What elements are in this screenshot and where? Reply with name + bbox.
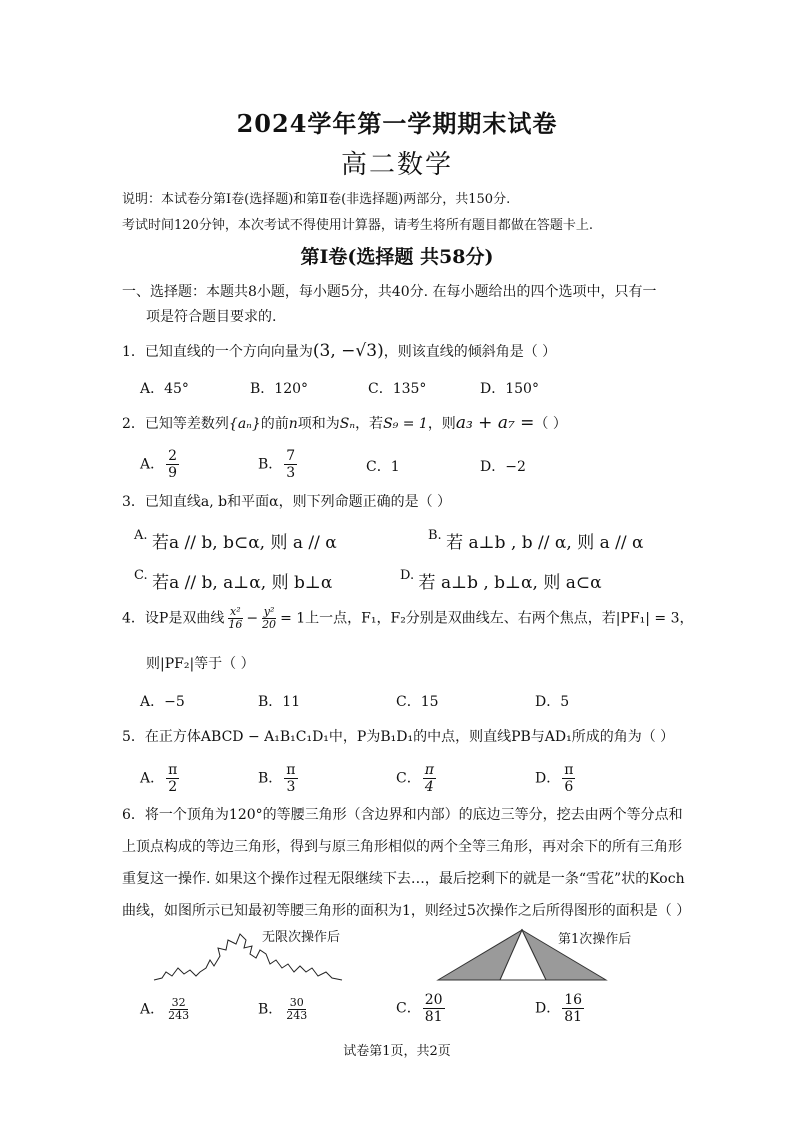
q6-b-label: B． [258, 1001, 283, 1018]
q6-a-den: 243 [168, 1009, 190, 1022]
q5-option-d[interactable] [535, 762, 577, 795]
q2-b-label: B． [258, 456, 283, 473]
q5-c-den: 4 [424, 779, 434, 795]
q5-a-num: π [168, 762, 178, 778]
q5-option-a[interactable] [140, 762, 181, 795]
q2-a-label: A． [140, 456, 165, 473]
q1-stem-end: ，则该直线的倾斜角是（ ） [383, 344, 557, 360]
question-6-line-2: 上顶点构成的等边三角形，得到与原三角形相似的两个全等三角形，再对余下的所有三角形 [122, 839, 682, 855]
figure-label-first: 第1次操作后 [558, 932, 632, 947]
q5-d-label: D． [535, 770, 561, 787]
q4-y-num: y² [263, 605, 275, 618]
q2-stem-mid: 的前 [260, 416, 289, 432]
q3-b-text: 若 a⊥b , b // α, 则 a // α [446, 533, 644, 553]
q2-option-d[interactable]: D．−2 [480, 459, 526, 475]
q3-option-a[interactable] [134, 528, 337, 553]
q1-option-d[interactable]: D．150° [480, 381, 539, 397]
q6-b-den: 243 [286, 1009, 308, 1022]
q4-option-c[interactable]: C．15 [396, 694, 439, 710]
q3-option-c[interactable] [134, 568, 332, 593]
q5-c-label: C． [396, 770, 421, 787]
question-1 [122, 341, 556, 361]
q5-d-den: 6 [564, 779, 574, 795]
q2-sum: Sₙ [339, 416, 356, 432]
q6-a-num: 32 [171, 996, 186, 1009]
section-heading: 第Ⅰ卷(选择题 共58分) [300, 246, 494, 268]
q4-stem: 4．设P是双曲线 [122, 610, 225, 627]
q1-option-c[interactable]: C．135° [368, 381, 427, 397]
q2-n: n [288, 416, 298, 432]
question-3: 3．已知直线a, b和平面α，则下列命题正确的是（ ） [122, 494, 452, 510]
exam-title: 2024学年第一学期期末试卷 [236, 109, 558, 138]
q6-a-label: A． [140, 1001, 165, 1018]
q3-a-label: A. [134, 528, 148, 543]
q3-option-b[interactable] [428, 528, 643, 553]
q6-c-label: C． [396, 1000, 421, 1017]
q2-b-fraction [284, 448, 297, 481]
q2-a-num: 2 [168, 448, 178, 464]
q3-b-label: B. [428, 528, 442, 543]
q2-option-a[interactable] [140, 448, 181, 481]
q2-stem-mid3: ，若 [355, 416, 384, 432]
q3-d-text: 若 a⊥b , b⊥α, 则 a⊂α [418, 573, 602, 593]
question-2 [122, 413, 567, 433]
q3-a-text: 若a // b, b⊂α, 则 a // α [151, 533, 337, 553]
q5-a-label: A． [140, 770, 165, 787]
question-4-cont: 则|PF₂|等于（ ） [146, 656, 255, 672]
q2-b-num: 7 [286, 448, 296, 464]
q5-option-c[interactable] [396, 762, 438, 795]
part1-instructions: 一、选择题：本题共8小题，每小题5分，共40分. 在每小题给出的四个选项中，只有一 [122, 284, 657, 300]
q5-b-fraction [284, 762, 297, 795]
q2-stem-mid2: 项和为 [297, 416, 340, 432]
q2-stem: 2．已知等差数列 [122, 416, 229, 432]
q4-fraction-y [260, 606, 278, 631]
q5-c-fraction [423, 762, 436, 795]
figure-label-infinite: 无限次操作后 [262, 930, 341, 945]
q1-option-b[interactable]: B．120° [250, 381, 309, 397]
q4-fraction-x [226, 606, 244, 631]
q4-stem-mid: 上一点，F₁，F₂分别是双曲线左、右两个焦点，若|PF₁| = 3， [305, 610, 694, 627]
q5-a-fraction [166, 762, 179, 795]
q1-vector: (3, −√3) [312, 341, 384, 361]
q4-equals: = 1 [280, 610, 306, 627]
q5-d-num: π [564, 762, 574, 778]
q2-sequence: {aₙ} [228, 416, 261, 432]
q3-option-d[interactable] [400, 568, 602, 593]
q2-a-den: 9 [168, 465, 178, 481]
q5-b-num: π [286, 762, 296, 778]
instructions-line-2: 考试时间120分钟，本次考试不得使用计算器，请考生将所有题目都做在答题卡上. [122, 218, 593, 233]
q4-option-b[interactable]: B．11 [258, 694, 301, 710]
q6-option-d[interactable] [535, 992, 586, 1025]
q6-d-fraction [562, 992, 584, 1025]
q5-option-b[interactable] [258, 762, 300, 795]
question-6-line-1: 6．将一个顶角为120°的等腰三角形（含边界和内部）的底边三等分，挖去由两个等分点和 [122, 807, 683, 823]
q3-c-text: 若a // b, a⊥α, 则 b⊥α [152, 573, 333, 593]
question-5: 5．在正方体ABCD − A₁B₁C₁D₁中，P为B₁D₁的中点，则直线PB与AD₁所成的角为（ ） [122, 729, 675, 745]
q5-b-label: B． [258, 770, 283, 787]
q1-option-a[interactable]: A．45° [140, 381, 189, 397]
q5-c-num: π [424, 762, 434, 778]
q6-c-num: 20 [424, 992, 443, 1008]
q2-condition: S₉ = 1 [383, 416, 428, 432]
page-footer: 试卷第1页，共2页 [343, 1044, 451, 1059]
q3-d-label: D. [400, 568, 415, 583]
q2-b-den: 3 [286, 465, 296, 481]
q6-b-num: 30 [289, 996, 304, 1009]
instructions-line-1: 说明：本试卷分第Ⅰ卷(选择题)和第Ⅱ卷(非选择题)两部分，共150分. [122, 192, 511, 207]
q4-y-den: 20 [262, 618, 277, 631]
q2-option-c[interactable]: C．1 [366, 459, 400, 475]
q6-c-fraction [423, 992, 445, 1025]
q2-option-b[interactable] [258, 448, 299, 481]
q5-d-fraction [562, 762, 575, 795]
q2-stem-mid4: ，则 [427, 416, 456, 432]
q2-a-fraction [166, 448, 179, 481]
q4-option-a[interactable]: A．−5 [140, 694, 185, 710]
q3-c-label: C. [134, 568, 148, 583]
part1-instructions-cont: 项是符合题目要求的. [146, 309, 277, 325]
q6-d-den: 81 [564, 1009, 583, 1025]
q6-a-fraction [166, 997, 191, 1022]
q4-x-num: x² [230, 605, 241, 618]
question-6-line-4: 曲线，如图所示已知最初等腰三角形的面积为1，则经过5次操作之后所得图形的面积是（ ） [122, 903, 691, 919]
q6-option-a[interactable] [140, 997, 193, 1022]
question-6-line-3: 重复这一操作. 如果这个操作过程无限继续下去…，最后挖剩下的就是一条“雪花”状的Koch [122, 871, 685, 887]
q1-stem: 1．已知直线的一个方向向量为 [122, 344, 313, 360]
q4-option-d[interactable]: D．5 [535, 694, 570, 710]
q6-b-fraction [284, 997, 309, 1022]
q6-c-den: 81 [424, 1009, 443, 1025]
q6-option-c[interactable] [396, 992, 447, 1025]
q6-d-num: 16 [564, 992, 583, 1008]
q5-a-den: 2 [168, 779, 178, 795]
q6-option-b[interactable] [258, 997, 311, 1022]
q6-d-label: D． [535, 1000, 561, 1017]
q2-expression: a₃ + a₇ = [455, 413, 535, 433]
q2-stem-end: （ ） [534, 416, 567, 432]
q5-b-den: 3 [286, 779, 296, 795]
q4-minus: − [246, 610, 259, 627]
question-4 [122, 606, 694, 631]
exam-subject: 高二数学 [340, 150, 453, 180]
q4-x-den: 16 [228, 618, 243, 631]
